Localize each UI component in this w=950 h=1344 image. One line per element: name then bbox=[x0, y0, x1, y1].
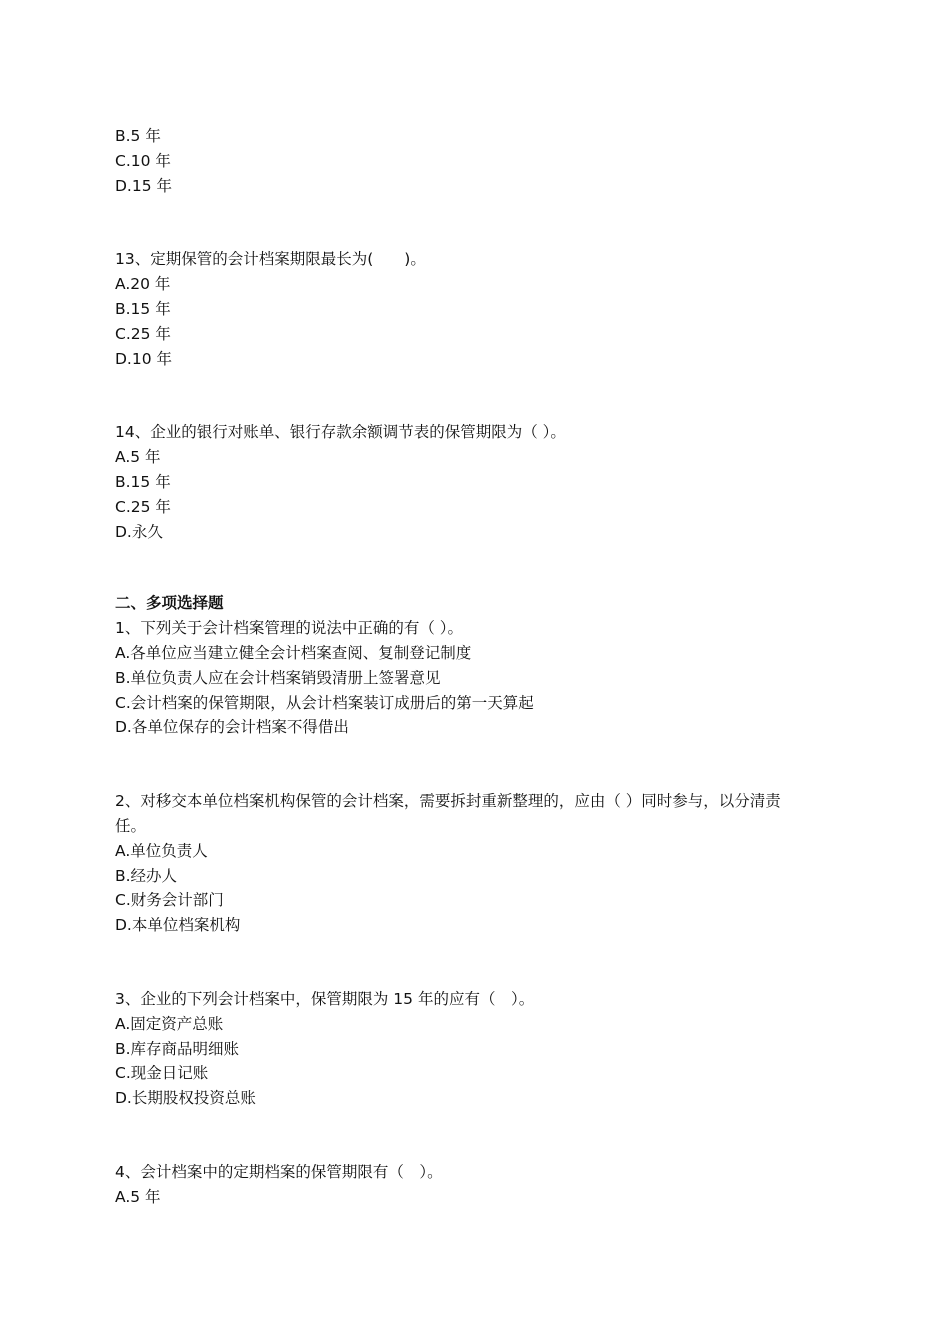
option-d: D.各单位保存的会计档案不得借出 bbox=[115, 718, 349, 737]
question-text: 4、会计档案中的定期档案的保管期限有（ ）。 bbox=[115, 1162, 443, 1181]
option-b: B.库存商品明细账 bbox=[115, 1039, 240, 1058]
option-b: B.5 年 bbox=[115, 127, 161, 145]
option-b: B.15 年 bbox=[115, 472, 171, 491]
question-text: 14、企业的银行对账单、银行存款余额调节表的保管期限为（ ）。 bbox=[115, 423, 566, 442]
question-text-line-1: 2、对移交本单位档案机构保管的会计档案，需要拆封重新整理的，应由（ ）同时参与，以分清责 bbox=[115, 792, 781, 811]
option-c: C.10 年 bbox=[115, 151, 171, 170]
question-text: 1、下列关于会计档案管理的说法中正确的有（ ）。 bbox=[115, 619, 464, 638]
mc-question-4 bbox=[115, 1160, 845, 1210]
option-c: C.财务会计部门 bbox=[115, 891, 224, 910]
mc-question-3 bbox=[115, 987, 845, 1111]
option-a: A.各单位应当建立健全会计档案查阅、复制登记制度 bbox=[115, 643, 472, 662]
question-14 bbox=[115, 420, 845, 544]
option-c: C.会计档案的保管期限，从会计档案装订成册后的第一天算起 bbox=[115, 693, 534, 712]
section-heading: 二、多项选择题 bbox=[115, 594, 224, 613]
option-b: B.单位负责人应在会计档案销毁清册上签署意见 bbox=[115, 668, 441, 687]
option-a: A.5 年 bbox=[115, 448, 161, 467]
mc-question-1 bbox=[115, 616, 845, 740]
continued-options bbox=[115, 124, 845, 198]
option-a: A.5 年 bbox=[115, 1187, 161, 1206]
question-text-line-2: 任。 bbox=[115, 816, 147, 835]
question-text: 3、企业的下列会计档案中，保管期限为 15 年的应有（ ）。 bbox=[115, 989, 535, 1008]
option-d: D.永久 bbox=[115, 522, 163, 541]
question-text: 13、定期保管的会计档案期限最长为( )。 bbox=[115, 250, 426, 269]
option-c: C.现金日记账 bbox=[115, 1064, 209, 1083]
option-d: D.本单位档案机构 bbox=[115, 916, 241, 935]
option-b: B.15 年 bbox=[115, 299, 171, 318]
document-page bbox=[115, 124, 845, 1210]
option-a: A.固定资产总账 bbox=[115, 1014, 224, 1033]
question-13 bbox=[115, 247, 845, 371]
option-a: A.单位负责人 bbox=[115, 841, 208, 860]
option-d: D.10 年 bbox=[115, 349, 173, 368]
mc-question-2 bbox=[115, 789, 845, 938]
option-c: C.25 年 bbox=[115, 324, 171, 343]
option-b: B.经办人 bbox=[115, 866, 178, 885]
option-d: D.15 年 bbox=[115, 176, 173, 195]
option-c: C.25 年 bbox=[115, 497, 171, 516]
option-a: A.20 年 bbox=[115, 275, 171, 294]
option-d: D.长期股权投资总账 bbox=[115, 1089, 256, 1108]
